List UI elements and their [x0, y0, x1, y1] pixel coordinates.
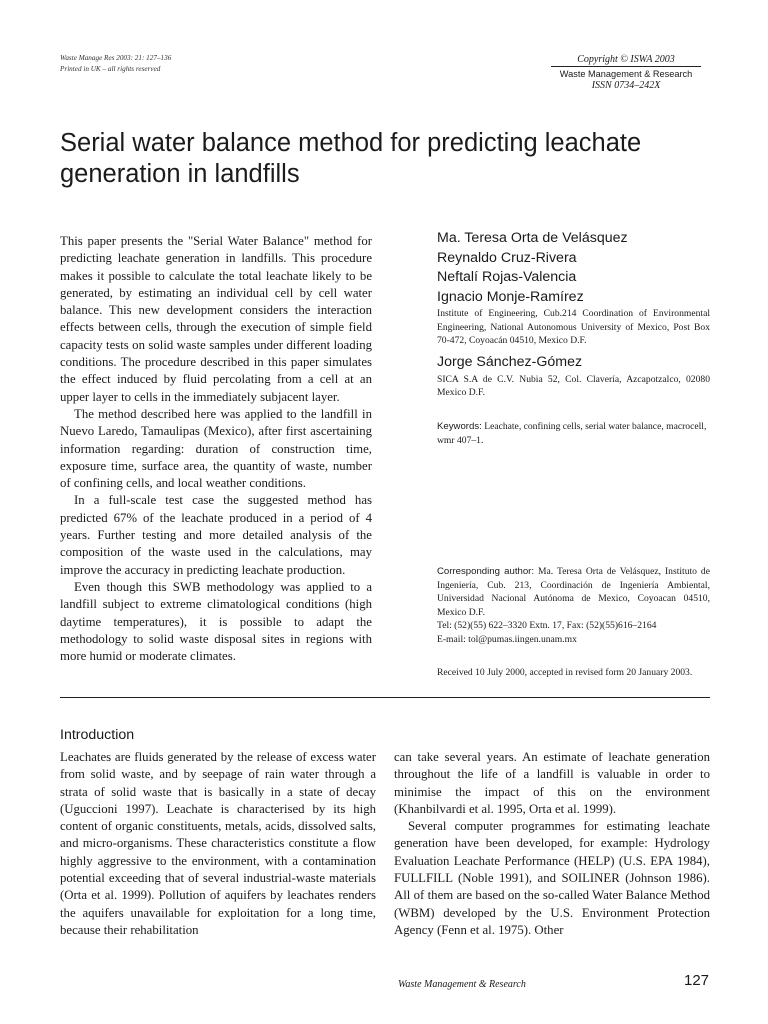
author-affiliation: SICA S.A de C.V. Nubia 52, Col. Clavería, Azcapotzalco, 02080 Mexico D.F.	[437, 373, 710, 398]
author-name: Jorge Sánchez-Gómez	[437, 354, 583, 370]
journal-name: Waste Management & Research	[551, 66, 701, 80]
issn: ISSN 0734–242X	[591, 80, 661, 91]
abstract-paragraph: The method described here was applied to the landfill in Nuevo Laredo, Tamaulipas (Mexico), after first ascertaining information regarding: duration of construction time, exposure time, surface area, the quantity of waste, number of confining cells, and local weather conditions.	[60, 406, 372, 491]
corresponding-label: Corresponding author:	[437, 566, 535, 577]
corresponding-text: Ma. Teresa Orta de Velásquez, Instituto de Ingeniería, Cub. 213, Coordinación de Ingeniería Ambiental, Universidad Nacional Autónoma de Mexico, Coyoacan 04510, Mexico D.F.	[437, 566, 710, 618]
body-paragraph: can take several years. An estimate of leachate generation throughout the life of a landfill is valuable in order to minimise the impact of this on the environment (Khanbilvardi et al. 1995, Orta et al. 1999).	[394, 750, 710, 816]
author-name: Reynaldo Cruz-Rivera	[437, 249, 577, 266]
author-name: Ma. Teresa Orta de Velásquez	[437, 230, 628, 246]
body-paragraph: Several computer programmes for estimating leachate generation have been developed, for example: Hydrology Evaluation Leachate Performance (HELP) (U.S. EPA 1984), FULLFILL (Noble 1991), and SOILINER (Johnson 1986). All of them are based on the so-called Water Balance Method (WBM) developed by the U.S. Environment Protection Agency (Fenn et al. 1975). Other	[394, 819, 710, 937]
corresponding-author	[437, 565, 710, 646]
keywords	[437, 420, 710, 447]
second-author-block	[437, 353, 710, 400]
abstract-paragraph: In a full-scale test case the suggested method has predicted 67% of the leachate produced in a period of 4 years. Further testing and more detailed analysis of the composition of the waste used in the calculations, may improve the accuracy in predicting leachate production.	[60, 493, 372, 577]
corresponding-phone: Tel: (52)(55) 622–3320 Extn. 17, Fax: (52)(55)616–2164	[437, 620, 657, 631]
footer-journal-name: Waste Management & Research	[398, 979, 526, 990]
abstract-paragraph: This paper presents the "Serial Water Balance" method for predicting leachate generation in landfills. This procedure makes it possible to calculate the total leachate likely to be generated, by estimating an individual cell by cell water balance. This new development considers the interaction effects between cells, through the execution of simple field capacity tests on solid waste samples under different loading conditions. The procedure described in this paper simulates the effect induced by fluid percolating from a cell at an upper layer to cells in the immediately subjacent layer.	[60, 234, 372, 404]
abstract	[60, 233, 372, 665]
printed-notice: Printed in UK – all rights reserved	[60, 65, 161, 73]
author-name: Ignacio Monje-Ramírez	[437, 288, 584, 305]
journal-masthead	[551, 53, 701, 92]
section-divider	[60, 697, 710, 698]
journal-reference: Waste Manage Res 2003: 21: 127–136	[60, 54, 172, 62]
introduction-left-column	[60, 749, 376, 939]
introduction-heading: Introduction	[60, 727, 135, 743]
author-affiliation: Institute of Engineering, Cub.214 Coordination of Environmental Engineering, National Autonomous University of Mexico, Post Box 70-472, Coyoacán 04510, Mexico D.F.	[437, 308, 710, 346]
introduction-right-column	[394, 749, 710, 939]
author-block	[437, 229, 710, 348]
paper-title: Serial water balance method for predicting leachate generation in landfills	[60, 129, 642, 188]
page-number: 127	[684, 972, 710, 989]
corresponding-email: E-mail: tol@pumas.iingen.unam.mx	[437, 633, 577, 645]
body-paragraph: Leachates are fluids generated by the release of excess water from solid waste, and by seepage of rain water through a strata of solid waste that is basically in a state of decay (Uguccioni 1997). Leachate is characterised by its high content of organic constituents, metals, acids, dissolved salts, and micro-organisms. These characteristics constitute a flow highly aggressive to the environment, with a contamination potential exceeding that of several industrial-waste materials (Orta et al. 1999). Pollution of aquifers by leachates renders the aquifers unavailable for exploitation for a long time, because their rehabilitation	[60, 750, 376, 937]
received-date: Received 10 July 2000, accepted in revised form 20 January 2003.	[437, 667, 693, 678]
keywords-label: Keywords:	[437, 421, 482, 432]
copyright: Copyright © ISWA 2003	[577, 54, 675, 65]
author-name: Neftalí Rojas-Valencia	[437, 269, 577, 285]
keywords-text: Leachate, confining cells, serial water balance, macrocell, wmr 407–1.	[437, 421, 707, 446]
journal-citation	[60, 53, 171, 75]
abstract-paragraph: Even though this SWB methodology was applied to a landfill subject to extreme climatological conditions (high daytime temperatures), it is possible to adapt the methodology to solid waste disposal sites in regions with more humid or moderate climates.	[60, 579, 372, 664]
